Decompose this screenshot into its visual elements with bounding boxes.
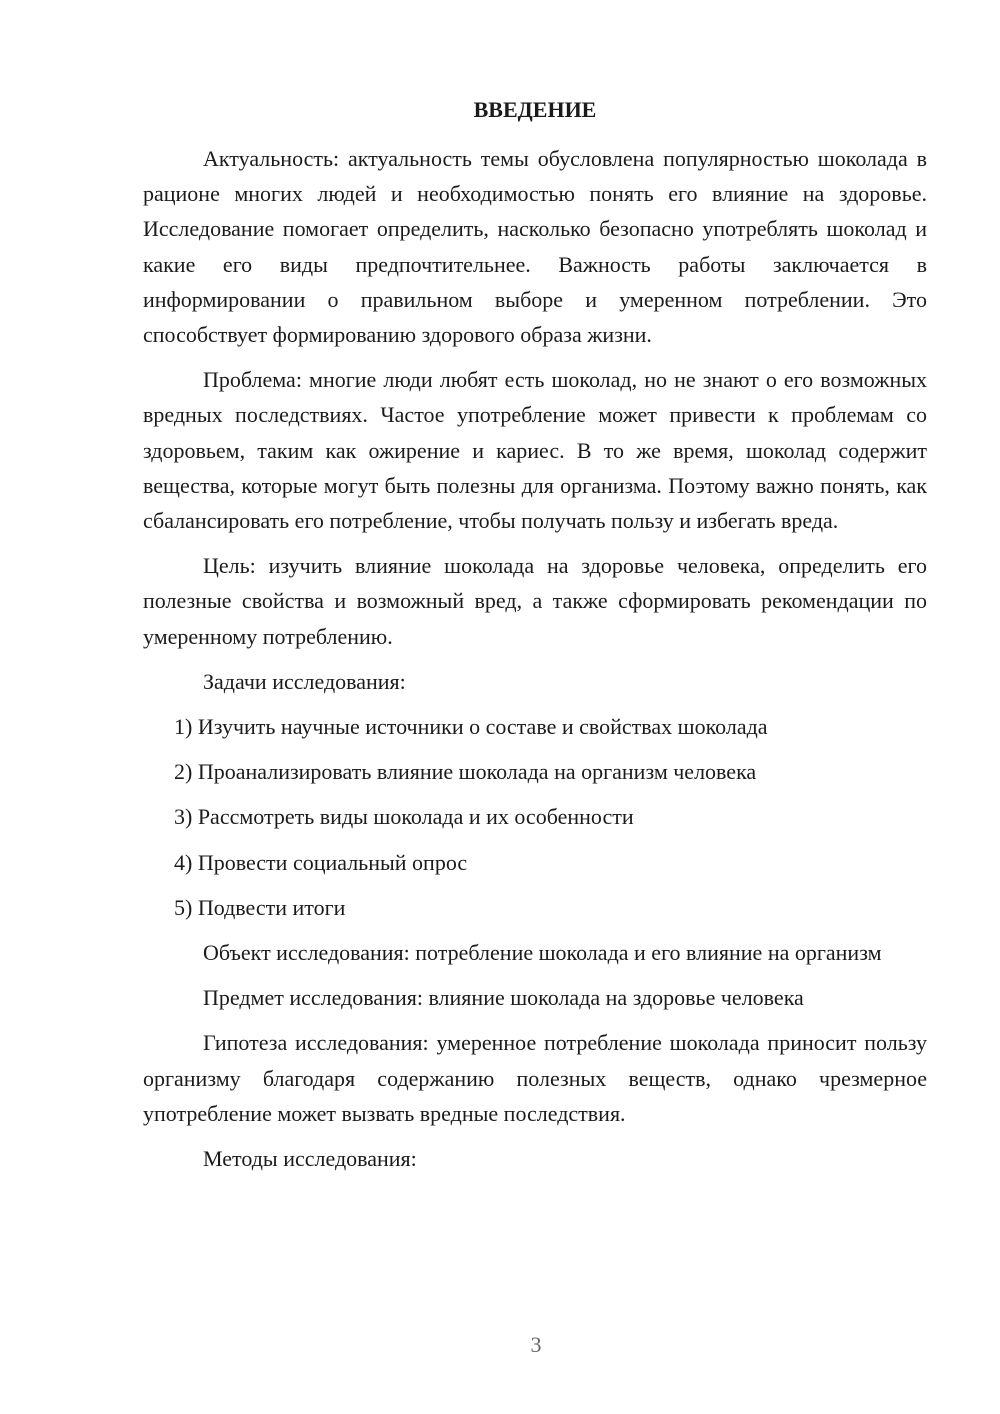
page-content [143,92,927,1186]
object-paragraph: Объект исследования: потребление шоколада и его влияние на организм [203,940,882,966]
hypothesis-paragraph: Гипотеза исследования: умеренное потребление шоколада приносит пользу организму благодаря содержанию полезных веществ, однако чрезмерное употребление может вызвать вредные последствия. [143,1030,927,1126]
subject-paragraph: Предмет исследования: влияние шоколада на здоровье человека [203,985,804,1011]
methods-heading: Методы исследования: [203,1146,417,1172]
section-title: ВВЕДЕНИЕ [473,97,597,122]
task-item-1: 1) Изучить научные источники о составе и свойствах шоколада [174,714,768,740]
relevance-paragraph: Актуальность: актуальность темы обусловлена популярностью шоколада в рационе многих людей и необходимостью понять его влияние на здоровье. Исследование помогает определить, насколько безопасно употреблять шоколад и какие его виды предпочтительнее. Важность работы заключается в информировании о правильном выборе и умеренном потреблении. Это способствует формированию здорового образа жизни. [143,146,927,348]
tasks-list [143,709,927,925]
page-number: 3 [530,1332,542,1357]
goal-paragraph: Цель: изучить влияние шоколада на здоровье человека, определить его полезные свойства и возможный вред, а также сформировать рекомендации по умеренному потреблению. [143,553,927,649]
task-item-3: 3) Рассмотреть виды шоколада и их особенности [174,804,634,830]
problem-paragraph: Проблема: многие люди любят есть шоколад, но не знают о его возможных вредных последствиях. Частое употребление может привести к проблемам со здоровьем, таким как ожирение и кариес. В то же время, шоколад содержит вещества, которые могут быть полезны для организма. Поэтому важно понять, как сбалансировать его потребление, чтобы получать пользу и избегать вреда. [143,367,927,534]
task-item-5: 5) Подвести итоги [174,894,346,920]
task-item-2: 2) Проанализировать влияние шоколада на организм человека [174,759,757,785]
task-item-4: 4) Провести социальный опрос [174,849,468,875]
tasks-heading: Задачи исследования: [203,668,406,694]
